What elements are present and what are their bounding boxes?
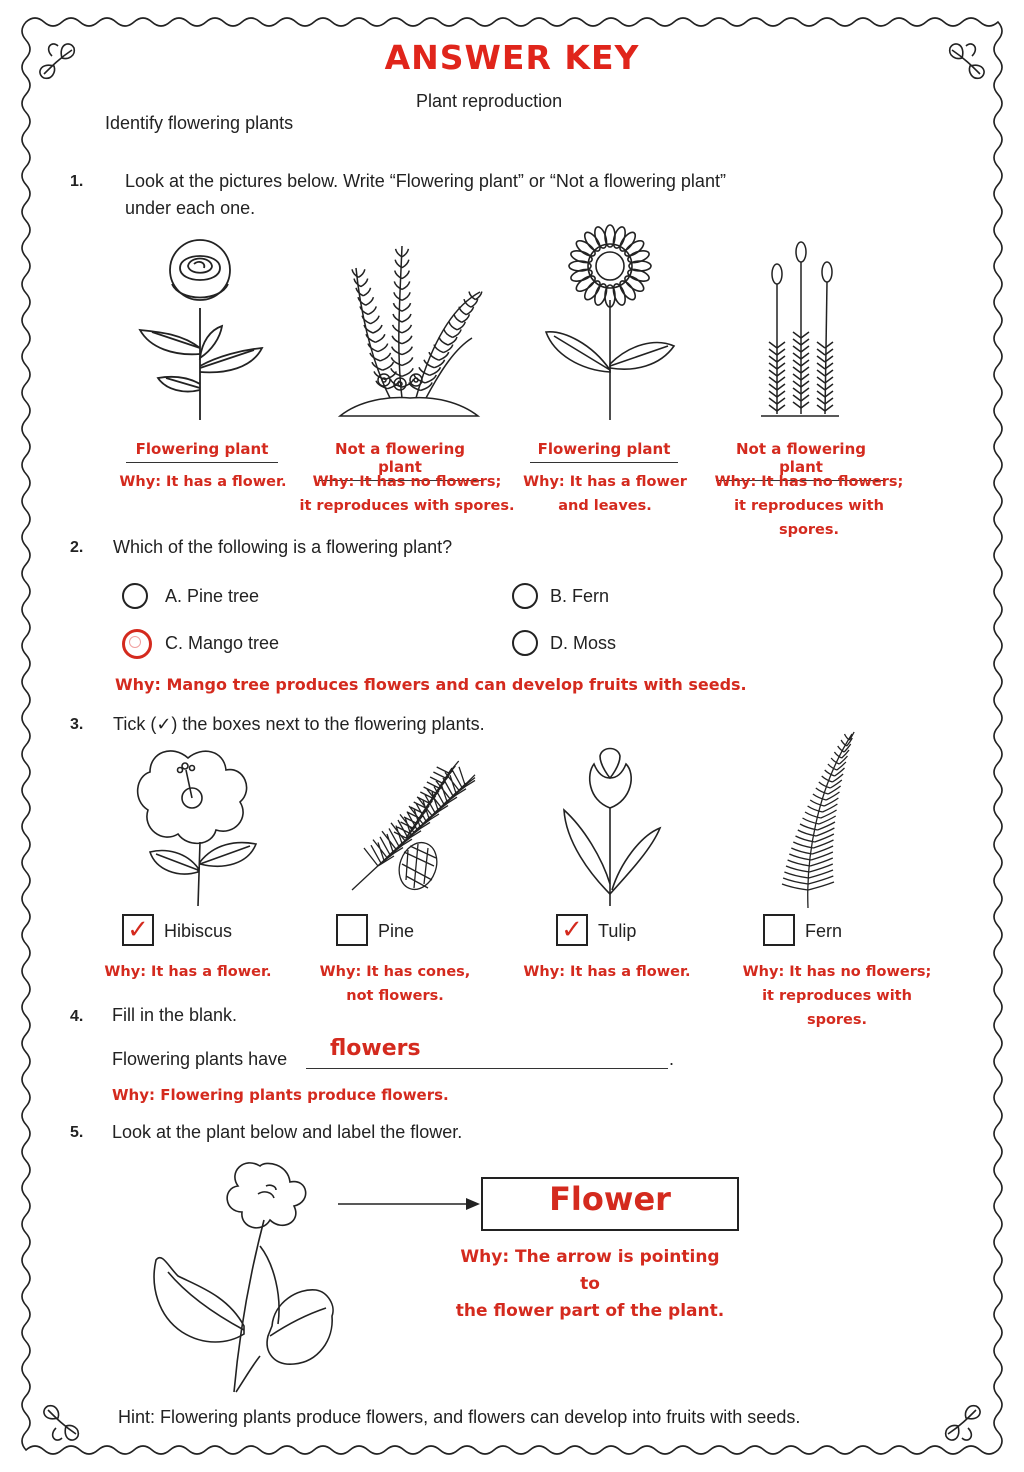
question-3-text: Tick (✓) the boxes next to the flowering plants. xyxy=(113,714,485,734)
q3-why-2 xyxy=(316,960,474,1008)
q3-why-1-line1: Why: It has a flower. xyxy=(104,964,272,980)
question-3-number: 3. xyxy=(70,716,84,733)
q3-fern-label: Fern xyxy=(805,921,843,941)
q1-why-3-line2: and leaves. xyxy=(558,498,652,514)
question-1-text-line1: Look at the pictures below. Write “Flowering plant” or “Not a flowering plant” xyxy=(125,171,726,191)
q3-pine-checkbox[interactable] xyxy=(336,914,368,946)
q3-why-4 xyxy=(730,960,944,1032)
rose-icon xyxy=(130,238,270,423)
q1-why-4-line1: Why: It has no flowers; xyxy=(714,474,904,490)
q3-why-4-line1: Why: It has no flowers; xyxy=(742,964,932,980)
q3-fern-checkbox[interactable] xyxy=(763,914,795,946)
q5-why-line2: the flower part of the plant. xyxy=(455,1301,725,1321)
q5-why-line1: Why: The arrow is pointing to xyxy=(460,1247,720,1294)
question-5-number: 5. xyxy=(70,1124,84,1141)
q3-why-1 xyxy=(104,960,272,984)
q2-option-b-radio[interactable] xyxy=(512,583,538,609)
q5-label-answer: Flower xyxy=(549,1180,671,1218)
q4-why: Why: Flowering plants produce flowers. xyxy=(112,1086,449,1104)
question-4-number: 4. xyxy=(70,1008,84,1025)
q4-answer: flowers xyxy=(330,1036,421,1061)
q1-why-3-line1: Why: It has a flower xyxy=(523,474,687,490)
q4-sentence-end: . xyxy=(669,1049,675,1069)
q2-why: Why: Mango tree produces flowers and can develop fruits with seeds. xyxy=(115,675,747,694)
q3-why-2-line2: not flowers. xyxy=(346,988,444,1004)
q3-why-4-line2: it reproduces with spores. xyxy=(762,988,912,1028)
q1-why-2-line1: Why: It has no flowers; xyxy=(312,474,502,490)
hibiscus-icon xyxy=(132,744,262,909)
q2-option-d-radio[interactable] xyxy=(512,630,538,656)
pine-branch-icon xyxy=(348,754,488,894)
q3-tulip-label: Tulip xyxy=(598,921,637,941)
page-title: ANSWER KEY xyxy=(384,38,640,77)
q5-why xyxy=(452,1244,728,1325)
footer-hint: Hint: Flowering plants produce flowers, and flowers can develop into fruits with seeds. xyxy=(118,1407,801,1427)
q1-why-1 xyxy=(110,470,296,494)
q3-why-2-line1: Why: It has cones, xyxy=(319,964,471,980)
fern-frond-icon xyxy=(760,730,860,910)
question-5-text: Look at the plant below and label the flower. xyxy=(112,1122,463,1142)
q1-answer-2: Not a flowering plant xyxy=(318,440,482,481)
q1-why-2-line2: it reproduces with spores. xyxy=(299,498,515,514)
q3-tulip-check-mark: ✓ xyxy=(561,914,583,944)
question-1-number: 1. xyxy=(70,173,84,190)
q3-hibiscus-check-mark: ✓ xyxy=(127,914,149,944)
question-1-text xyxy=(125,168,726,222)
question-1-text-line2: under each one. xyxy=(125,198,256,218)
q2-option-b-label: B. Fern xyxy=(550,586,610,606)
q1-answer-1: Flowering plant xyxy=(126,440,278,463)
q1-answer-3: Flowering plant xyxy=(530,440,678,463)
q1-why-3 xyxy=(520,470,690,518)
moss-icon xyxy=(755,238,845,423)
q1-why-1-line1: Why: It has a flower. xyxy=(119,474,287,490)
question-4-text: Fill in the blank. xyxy=(112,1005,238,1025)
violet-plant-icon xyxy=(148,1156,338,1396)
q1-why-4-line2: it reproduces with spores. xyxy=(734,498,884,538)
q2-option-c-radio-selected[interactable] xyxy=(122,629,152,659)
q2-option-a-radio[interactable] xyxy=(122,583,148,609)
q4-sentence-start: Flowering plants have xyxy=(112,1049,288,1069)
q1-why-4 xyxy=(702,470,916,542)
q3-why-3-line1: Why: It has a flower. xyxy=(523,964,691,980)
q2-option-a-label: A. Pine tree xyxy=(165,586,260,606)
q3-pine-label: Pine xyxy=(378,921,415,941)
q2-option-c-label: C. Mango tree xyxy=(165,633,280,653)
q2-option-d-label: D. Moss xyxy=(550,633,617,653)
q1-why-2 xyxy=(298,470,516,518)
question-2-text: Which of the following is a flowering plant? xyxy=(113,537,453,557)
q3-why-3 xyxy=(520,960,694,984)
fern-icon xyxy=(330,238,490,423)
q1-answer-4: Not a flowering plant xyxy=(716,440,886,481)
question-2-number: 2. xyxy=(70,539,84,556)
tulip-icon xyxy=(556,744,666,909)
q3-hibiscus-label: Hibiscus xyxy=(164,921,233,941)
worksheet-topic: Identify flowering plants xyxy=(105,113,294,133)
page-subtitle: Plant reproduction xyxy=(416,91,563,111)
sunflower-icon xyxy=(540,222,680,422)
arrow-right-icon xyxy=(336,1194,486,1214)
